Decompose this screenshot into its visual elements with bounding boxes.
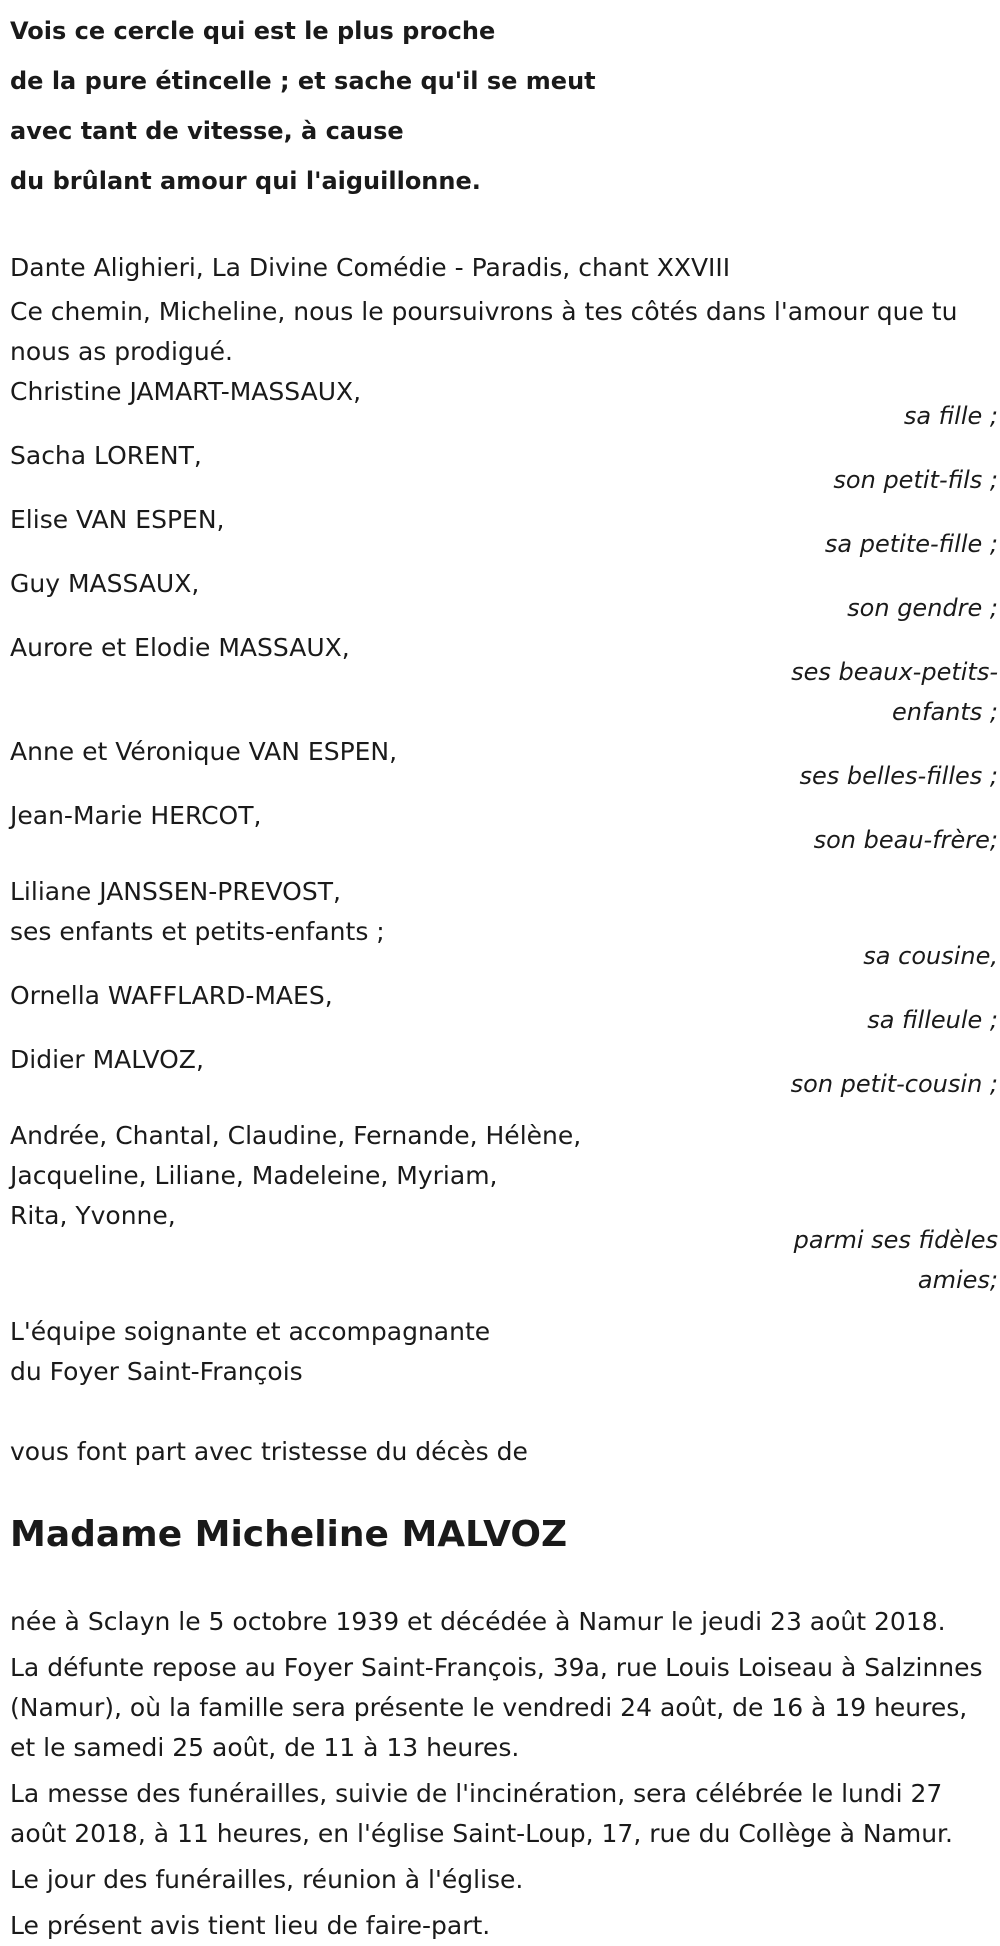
- family-name: Guy MASSAUX,: [10, 569, 200, 598]
- care-team-line: du Foyer Saint-François: [10, 1357, 303, 1386]
- family-relation: ses beaux-petits-: [791, 658, 998, 686]
- family-relation: son gendre ;: [847, 594, 998, 622]
- family-entry: [10, 732, 998, 796]
- family-name: Jacqueline, Liliane, Madeleine, Myriam,: [10, 1161, 498, 1190]
- family-relation: sa cousine,: [863, 942, 998, 970]
- family-relation: amies;: [917, 1266, 998, 1294]
- family-name: Anne et Véronique VAN ESPEN,: [10, 737, 398, 766]
- obituary-page: [0, 6, 998, 1946]
- quote-source: Dante Alighieri, La Divine Comédie - Paradis, chant XXVIII: [10, 253, 731, 282]
- care-team-line: L'équipe soignante et accompagnante: [10, 1317, 491, 1346]
- family-relation: sa filleule ;: [867, 1006, 998, 1034]
- family-name: Elise VAN ESPEN,: [10, 505, 225, 534]
- family-entry: [10, 372, 998, 436]
- detail-paragraph: Le jour des funérailles, réunion à l'église.: [10, 1865, 524, 1894]
- family-relation: son petit-cousin ;: [790, 1070, 998, 1098]
- family-name: Andrée, Chantal, Claudine, Fernande, Hélène,: [10, 1121, 582, 1150]
- family-name: Ornella WAFFLARD-MAES,: [10, 981, 333, 1010]
- family-relation: son petit-fils ;: [833, 466, 998, 494]
- epigraph-line: Vois ce cercle qui est le plus proche: [10, 17, 496, 45]
- epigraph-line: avec tant de vitesse, à cause: [10, 117, 404, 145]
- family-entry: [10, 976, 998, 1040]
- detail-paragraph: La défunte repose au Foyer Saint-François, 39a, rue Louis Loiseau à Salzinnes (Namur), où la famille sera présente le vendredi 24 août, de 16 à 19 heures, et le samedi 25 août, de 11 à 13 heures.: [10, 1653, 983, 1762]
- family-entry: [10, 564, 998, 628]
- detail-paragraph: Le présent avis tient lieu de faire-part.: [10, 1911, 491, 1940]
- family-relation: son beau-frère;: [813, 826, 998, 854]
- family-entry: [10, 872, 998, 976]
- family-relation: sa petite-fille ;: [824, 530, 998, 558]
- family-name: Sacha LORENT,: [10, 441, 202, 470]
- detail-paragraph: La messe des funérailles, suivie de l'incinération, sera célébrée le lundi 27 août 2018, à 11 heures, en l'église Saint-Loup, 17, rue du Collège à Namur.: [10, 1779, 953, 1848]
- epigraph-line: de la pure étincelle ; et sache qu'il se meut: [10, 67, 596, 95]
- epigraph-line: du brûlant amour qui l'aiguillonne.: [10, 167, 481, 195]
- family-entry: [10, 1040, 998, 1104]
- family-list: [10, 372, 998, 1300]
- family-name: Didier MALVOZ,: [10, 1045, 204, 1074]
- detail-paragraph: née à Sclayn le 5 octobre 1939 et décédée à Namur le jeudi 23 août 2018.: [10, 1607, 946, 1636]
- family-entry: [10, 500, 998, 564]
- announcement-text: vous font part avec tristesse du décès de: [10, 1437, 528, 1466]
- family-entry: [10, 1116, 998, 1300]
- family-entry: [10, 796, 998, 860]
- epigraph-quote: [10, 6, 990, 206]
- family-relation: ses belles-filles ;: [799, 762, 998, 790]
- family-name: Liliane JANSSEN-PREVOST,: [10, 877, 341, 906]
- funeral-details: [10, 1602, 990, 1946]
- family-entry: [10, 628, 998, 732]
- care-team: [10, 1312, 990, 1392]
- obituary-content: [10, 6, 998, 1946]
- family-relation: parmi ses fidèles: [793, 1226, 998, 1254]
- family-relation: sa fille ;: [903, 402, 998, 430]
- family-relation: enfants ;: [892, 698, 998, 726]
- family-name: Christine JAMART-MASSAUX,: [10, 377, 362, 406]
- family-name: Jean-Marie HERCOT,: [10, 801, 262, 830]
- family-entry: [10, 436, 998, 500]
- deceased-name: Madame Micheline MALVOZ: [10, 1514, 568, 1555]
- family-name: ses enfants et petits-enfants ;: [10, 917, 385, 946]
- intro-text: Ce chemin, Micheline, nous le poursuivrons à tes côtés dans l'amour que tu nous as prodigué.: [10, 297, 958, 366]
- family-name: Aurore et Elodie MASSAUX,: [10, 633, 350, 662]
- family-name: Rita, Yvonne,: [10, 1201, 176, 1230]
